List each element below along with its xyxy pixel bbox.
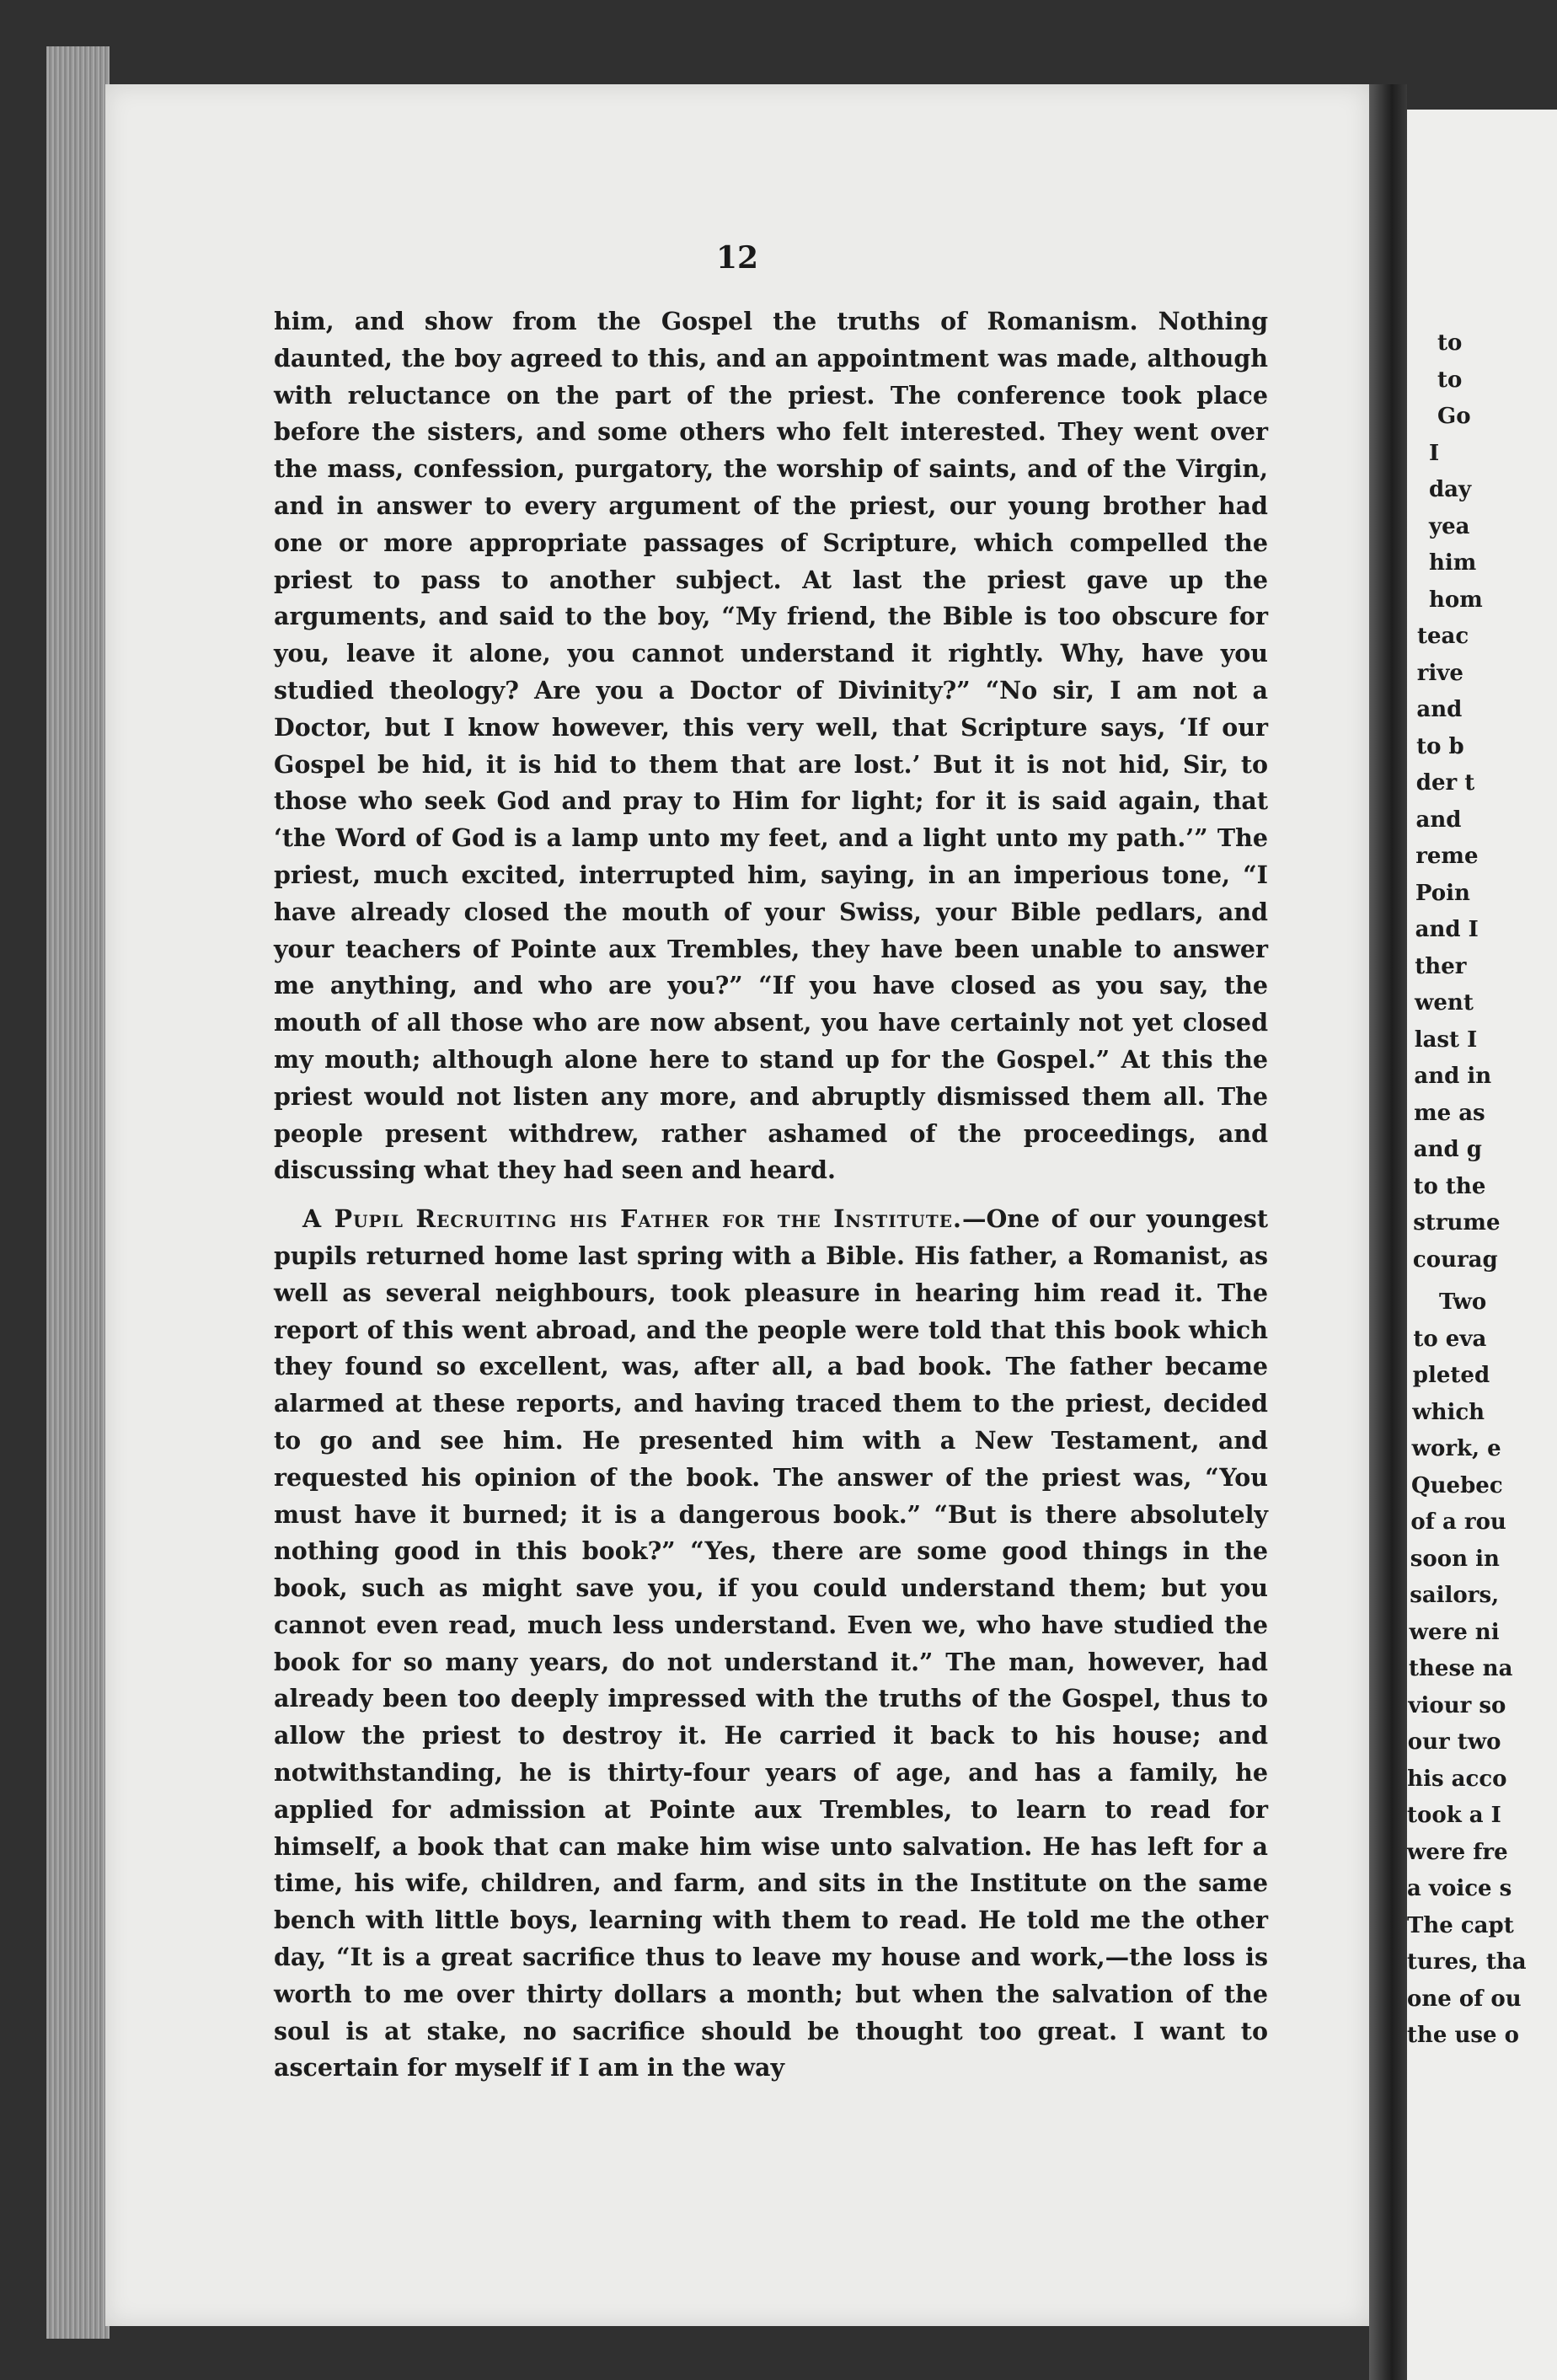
facing-page-line: reme [1415, 844, 1479, 869]
facing-page-line: Two [1439, 1289, 1487, 1315]
facing-page-line: to eva [1413, 1326, 1487, 1352]
facing-page-line: and [1415, 807, 1462, 833]
facing-page-line: strume [1413, 1210, 1501, 1236]
page-number: 12 [715, 240, 759, 276]
facing-page-line: last I [1414, 1027, 1478, 1053]
facing-page-line: rive [1416, 660, 1463, 686]
facing-page-line: and in [1414, 1064, 1492, 1089]
facing-page-line: soon in [1410, 1546, 1500, 1572]
facing-page-line: sailors, [1410, 1583, 1500, 1608]
facing-page-line: courag [1412, 1246, 1498, 1273]
facing-page-line: der t [1415, 770, 1475, 796]
facing-page-line: Go [1437, 404, 1471, 429]
facing-page-line: a voice s [1407, 1876, 1512, 1901]
paragraph-1: him, and show from the Gospel the truths of Romanism. Nothing daunted, the boy agreed to this, and an appointment was made, although with reluctance on the part of the priest. The conference took place before the sisters, and some others who felt interested. They went over the mass, confession, purgatory, the worship of saints, and of the Virgin, and in answer to every argument of the priest, our young brother had one or more appropriate passages of Scripture, which compelled the priest to pass to another subject. At last the priest gave up the arguments, and said to the boy, “My friend, the Bible is too obscure for you, leave it alone, you cannot understand it rightly. Why, have you studied theology? Are you a Doctor of Divinity?” “No sir, I am not a Doctor, but I know however, this very well, that Scripture says, ‘If our Gospel be hid, it is hid to them that are lost.’ But it is not hid, Sir, to those who seek God and pray to Him for light; for it is said again, that ‘the Word of God is a lamp unto my feet, and a light unto my path.’” The priest, much excited, interrupted him, saying, in an imperious tone, “I have already closed the mouth of your Swiss, your Bible pedlars, and your teachers of Pointe aux Trembles, they have been unable to answer me anything, and who are you?” “If you have closed as you say, the mouth of all those who are now absent, you have certainly not yet closed my mouth; although alone here to stand up for the Gospel.” At this the priest would not listen any more, and abruptly dismissed them all. The people present withdrew, rather ashamed of the proceedings, and discussing what they had seen and heard. [274, 307, 1268, 1185]
facing-page-line: ther [1415, 953, 1467, 979]
facing-page-line: hom [1429, 587, 1483, 613]
facing-page-line: him [1429, 550, 1477, 576]
facing-page-line: work, e [1411, 1436, 1501, 1461]
facing-page-line: to [1437, 330, 1463, 356]
facing-page-line: tures, tha [1407, 1949, 1527, 1975]
facing-page-line: The capt [1407, 1912, 1514, 1938]
facing-page-line: to the [1413, 1173, 1486, 1199]
facing-page-line: of a rou [1410, 1509, 1506, 1535]
facing-page-line: Quebec [1411, 1472, 1503, 1498]
page-body [274, 303, 1268, 2087]
facing-page-line: our two [1407, 1729, 1501, 1755]
facing-page-line: these na [1409, 1656, 1513, 1681]
facing-page-line: were fre [1407, 1839, 1508, 1865]
facing-page-line: I [1429, 440, 1440, 466]
book-gutter [1369, 84, 1407, 2380]
facing-page-line: and g [1413, 1137, 1482, 1162]
facing-page-line: the use o [1407, 2023, 1519, 2048]
facing-page-line: took a I [1407, 1803, 1501, 1828]
facing-page-line: teac [1417, 624, 1469, 649]
facing-page-line: day [1429, 477, 1472, 502]
facing-page-line: one of ou [1407, 1986, 1522, 2012]
facing-page-line: Poin [1415, 880, 1470, 906]
paragraph-2 [274, 1201, 1268, 2087]
facing-page [1407, 110, 1557, 2380]
facing-page-line: pleted [1412, 1363, 1490, 1388]
paragraph-2-text: —One of our youngest pupils returned home last spring with a Bible. His father, a Romanist, as well as several neighbours, took pleasure in hearing him read it. The report of this went abroad, and the people were told that this book which they found so excellent, was, after all, a bad book. The father became alarmed at these reports, and having traced them to the priest, decided to go and see him. He presented him with a New Testament, and requested his opinion of the book. The answer of the priest was, “You must have it burned; it is a dangerous book.” “But is there absolutely nothing good in this book?” “Yes, there are some good things in the book, such as might save you, if you could understand them; but you cannot even read, much less understand. Even we, who have studied the book for so many years, do not understand it.” The man, however, had already been too deeply impressed with the truths of the Gospel, thus to allow the priest to destroy it. He carried it back to his house; and notwithstanding, he is thirty-four years of age, and has a family, he applied for admission at Pointe aux Trembles, to learn to read for himself, a book that can make him wise unto salvation. He has left for a time, his wife, children, and farm, and sits in the Institute on the same bench with little boys, learning with them to read. He told me the other day, “It is a great sacrifice thus to leave my house and work,—the loss is worth to me over thirty dollars a month; but when the salvation of the soul is at stake, no sacrifice should be thought too great. I want to ascertain for myself if I am in the way [274, 1204, 1268, 2082]
facing-page-line: to b [1416, 733, 1464, 759]
facing-page-line: were ni [1409, 1619, 1500, 1645]
facing-page-line: me as [1414, 1100, 1485, 1126]
book-page-edges [46, 46, 110, 2339]
section-heading: A Pupil Recruiting his Father for the Institute. [302, 1204, 962, 1234]
facing-page-line: viour so [1408, 1692, 1506, 1718]
facing-page-line: and [1416, 697, 1463, 722]
facing-page-line: which [1412, 1399, 1485, 1425]
facing-page-line: to [1437, 367, 1463, 393]
facing-page-line: and I [1415, 917, 1479, 942]
facing-page-line: his acco [1407, 1766, 1507, 1792]
facing-page-line: yea [1429, 513, 1470, 539]
facing-page-line: went [1415, 990, 1474, 1016]
